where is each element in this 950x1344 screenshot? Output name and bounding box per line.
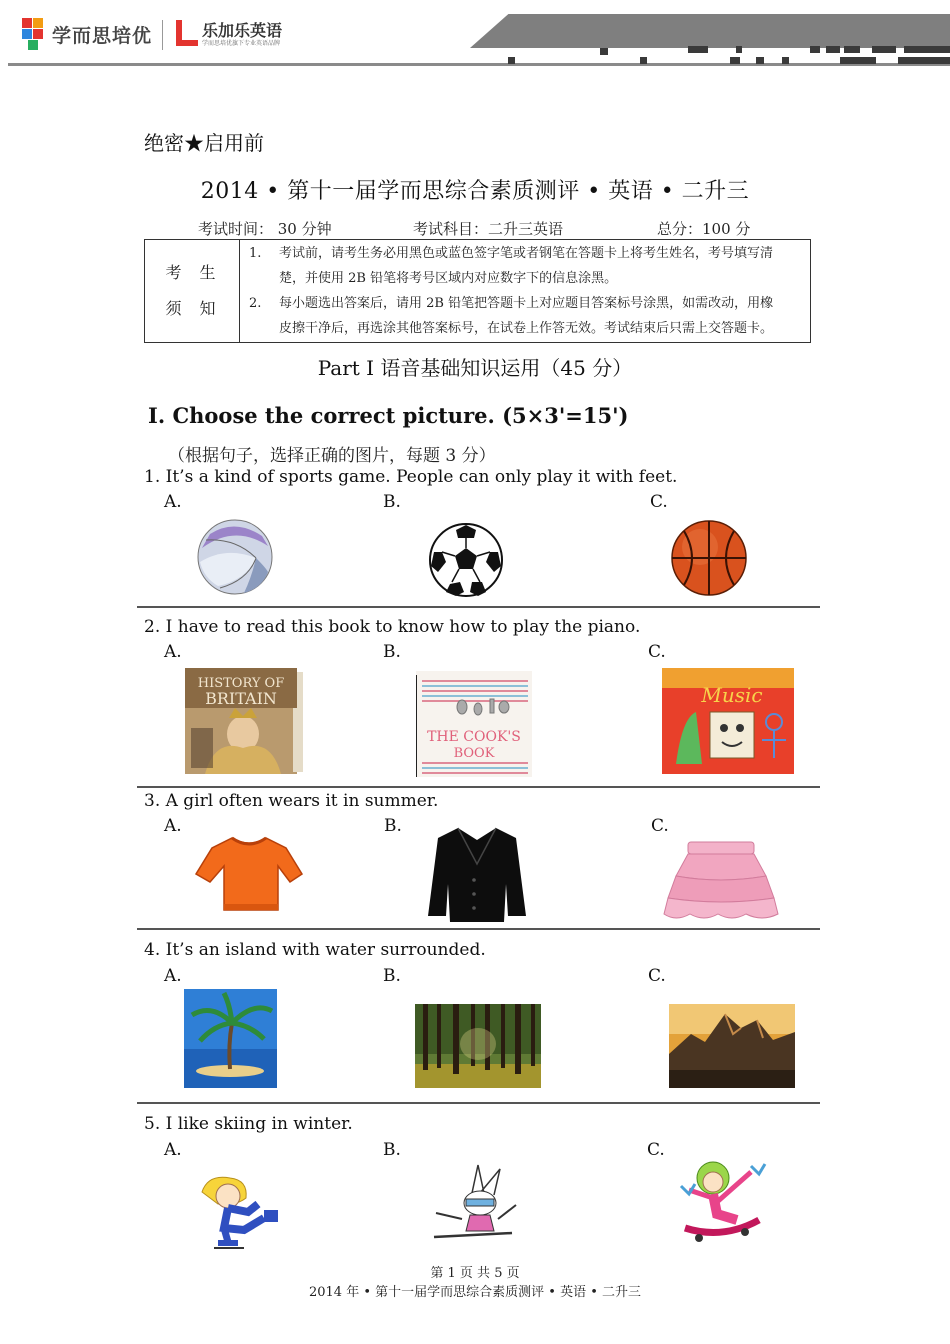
notice-item-line: 楚，并使用 2B 铅笔将考号区域内对应数字下的信息涂黑。	[279, 271, 618, 286]
logo-main-text: 学而思培优	[52, 25, 153, 47]
notice-label-line1: 考生	[165, 263, 234, 282]
logo-sub-tagline: 学而思培优旗下专业英语品牌	[202, 41, 281, 47]
footer-caption: 2014 年 • 第十一届学而思综合素质测评 • 英语 • 二升三	[308, 1285, 641, 1300]
music-book-icon[interactable]	[662, 668, 794, 774]
q3-option-c-label: C.	[651, 816, 669, 836]
notice-item-number: 2.	[249, 296, 262, 311]
exam-score: 总分：100 分	[657, 220, 751, 238]
mountain-icon[interactable]	[669, 1004, 795, 1088]
q2-option-c-label: C.	[648, 642, 666, 662]
q2-option-b-label: B.	[383, 642, 401, 662]
skiing-rabbit-icon[interactable]	[428, 1163, 520, 1245]
notice-label-line2: 须知	[165, 299, 234, 318]
history-book-icon[interactable]	[185, 668, 303, 774]
part-heading: Part Ⅰ 语音基础知识运用（45 分）	[317, 356, 633, 380]
logo-sub-text: 乐加乐英语	[202, 23, 283, 40]
notice-item-line: 皮擦干净后，再选涂其他答案标号，在试卷上作答无效。考试结束后只需上交答题卡。	[279, 321, 774, 336]
q2-option-a-label: A.	[164, 642, 182, 662]
skating-girl-icon[interactable]	[188, 1172, 288, 1250]
skateboarding-girl-icon[interactable]	[673, 1158, 771, 1246]
question-divider	[137, 786, 820, 788]
question-2-text: 2. I have to read this book to know how to play the piano.	[144, 617, 641, 637]
exam-time: 考试时间： 30 分钟	[198, 220, 332, 238]
q1-option-c-label: C.	[650, 492, 668, 512]
header-band	[470, 14, 950, 48]
question-5-text: 5. I like skiing in winter.	[144, 1114, 353, 1134]
cook-book-icon[interactable]	[416, 671, 532, 777]
question-1-text: 1. It’s a kind of sports game. People can only play it with feet.	[144, 467, 678, 487]
q4-option-c-label: C.	[648, 966, 666, 986]
history-book-subtitle: BRITAIN	[205, 689, 277, 708]
soccer-ball-icon[interactable]	[428, 522, 504, 598]
logo-separator	[162, 20, 163, 50]
confidential-label: 绝密★启用前	[144, 131, 264, 155]
exam-subject: 考试科目：二升三英语	[413, 220, 564, 238]
q1-option-b-label: B.	[383, 492, 401, 512]
island-icon[interactable]	[184, 989, 277, 1088]
xueersi-logo	[22, 18, 152, 50]
header-pixel-decoration	[500, 44, 950, 66]
history-book-title: HISTORY OF	[197, 676, 285, 691]
section-note: （根据句子，选择正确的图片，每题 3 分）	[168, 446, 496, 466]
q3-option-b-label: B.	[384, 816, 402, 836]
lejiale-mark-icon	[176, 20, 198, 46]
notice-table	[144, 239, 811, 343]
q3-option-a-label: A.	[164, 816, 182, 836]
basketball-icon[interactable]	[670, 519, 748, 597]
q5-option-a-label: A.	[164, 1140, 182, 1160]
page-number: 第 1 页 共 5 页	[430, 1266, 520, 1281]
question-4-text: 4. It’s an island with water surrounded.	[144, 940, 486, 960]
q4-option-b-label: B.	[383, 966, 401, 986]
notice-items	[240, 240, 811, 343]
question-divider	[137, 1102, 820, 1104]
volleyball-icon[interactable]	[196, 518, 274, 596]
q1-option-a-label: A.	[164, 492, 182, 512]
notice-item	[241, 291, 809, 341]
cook-book-subtitle: BOOK	[453, 746, 495, 761]
exam-title: 2014 • 第十一届学而思综合素质测评 • 英语 • 二升三	[200, 179, 750, 204]
question-divider	[137, 928, 820, 930]
orange-sweater-icon[interactable]	[194, 834, 304, 914]
q5-option-b-label: B.	[383, 1140, 401, 1160]
q4-option-a-label: A.	[164, 966, 182, 986]
cook-book-title: THE COOK'S	[427, 729, 521, 745]
question-3-text: 3. A girl often wears it in summer.	[144, 791, 439, 811]
question-divider	[137, 606, 820, 608]
notice-item-line: 考试前，请考生务必用黑色或蓝色签字笔或者钢笔在答题卡上将考生姓名，考号填写清	[279, 246, 774, 261]
section-title: Ⅰ. Choose the correct picture. (5×3'=15')	[148, 403, 629, 428]
forest-icon[interactable]	[415, 1004, 541, 1088]
notice-item-number: 1.	[249, 246, 262, 261]
notice-item	[241, 241, 809, 291]
black-coat-icon[interactable]	[428, 824, 526, 924]
notice-label	[145, 240, 240, 343]
notice-item-line: 每小题选出答案后，请用 2B 铅笔把答题卡上对应题目答案标号涂黑，如需改动，用橡	[279, 296, 774, 311]
music-book-title: Music	[701, 683, 763, 707]
q5-option-c-label: C.	[647, 1140, 665, 1160]
pink-skirt-icon[interactable]	[662, 840, 780, 922]
logo-mark-icon	[22, 18, 46, 50]
